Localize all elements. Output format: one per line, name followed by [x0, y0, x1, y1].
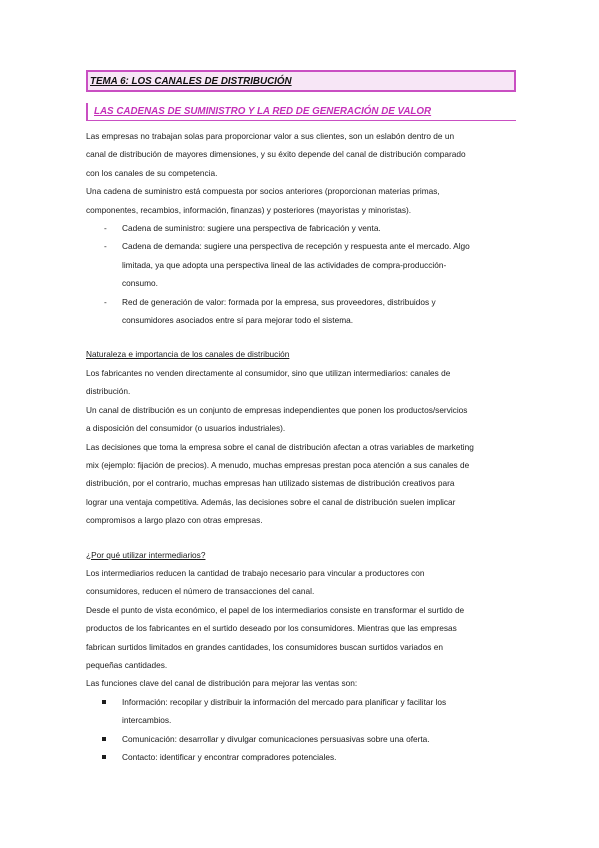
spacer	[86, 329, 516, 345]
section1-paragraph-2: Un canal de distribución es un conjunto de empresas independientes que ponen los productos/servicios a disposición del consumidor (o usuarios industriales).	[86, 404, 468, 434]
channel-functions-list	[86, 693, 516, 767]
section1-paragraph-3: Las decisiones que toma la empresa sobre el canal de distribución afectan a otras variables de marketing mix (ejemplo: fijación de precios). A menudo, muchas empresas prestan poca atención a sus canales de distribución, por el contrario, muchas empresas han utilizado sistemas de distribución creativos para lograr una ventaja competitiva. Además, las decisiones sobre el canal de distribución suelen implicar compromisos a largo plazo con otras empresas.	[86, 441, 474, 526]
document-content	[86, 70, 516, 766]
dash-marker: -	[104, 296, 107, 307]
section-subtitle-text: LAS CADENAS DE SUMINISTRO Y LA RED DE GENERACIÓN DE VALOR	[94, 106, 432, 117]
topic-title	[86, 70, 516, 92]
list-item: - Cadena de demanda: sugiere una perspectiva de recepción y respuesta ante el mercado. Algo limitada, ya que adopta una perspectiva lineal de las actividades de compra-producción- consumo.	[86, 237, 516, 292]
list-item: Contacto: identificar y encontrar compradores potenciales.	[86, 748, 516, 766]
supply-chain-list	[86, 219, 516, 329]
section-heading-intermediarios: ¿Por qué utilizar intermediarios?	[86, 549, 206, 560]
list-item: - Red de generación de valor: formada por la empresa, sus proveedores, distribuidos y consumidores asociados entre sí para mejorar todo el sistema.	[86, 293, 516, 330]
section2-paragraph-3: Las funciones clave del canal de distribución para mejorar las ventas son:	[86, 678, 358, 689]
section2-paragraph-2: Desde el punto de vista económico, el papel de los intermediarios consiste en transformar el surtido de productos de los fabricantes en el surtido deseado por los consumidores. Mientras que las empresas fabrican surtidos limitados en grandes cantidades, los consumidores buscan surtidos variados en pequeñas cantidades.	[86, 604, 465, 670]
intro-paragraph-1: Las empresas no trabajan solas para proporcionar valor a sus clientes, son un eslabón dentro de un canal de distribución de mayores dimensiones, y su éxito depende del canal de distribución comparado con los canales de su competencia.	[86, 131, 466, 178]
section-heading-naturaleza: Naturaleza e importancia de los canales de distribución	[86, 349, 290, 360]
spacer	[86, 530, 516, 546]
intro-paragraph-2: Una cadena de suministro está compuesta por socios anteriores (proporcionan materias primas, componentes, recambios, información, finanzas) y posteriores (mayoristas y minoristas).	[86, 186, 440, 215]
topic-title-text: TEMA 6: LOS CANALES DE DISTRIBUCIÓN	[90, 75, 292, 87]
square-bullet-icon	[102, 700, 106, 704]
section2-paragraph-1: Los intermediarios reducen la cantidad de trabajo necesario para vincular a productores con consumidores, reducen el número de transacciones del canal.	[86, 567, 425, 597]
list-item: - Cadena de suministro: sugiere una perspectiva de fabricación y venta.	[86, 219, 516, 237]
section-subtitle	[86, 103, 516, 121]
square-bullet-icon	[102, 755, 106, 759]
section1-paragraph-1: Los fabricantes no venden directamente al consumidor, sino que utilizan intermediarios: canales de distribución.	[86, 367, 451, 397]
square-bullet-icon	[102, 737, 106, 741]
dash-marker: -	[104, 241, 107, 252]
dash-marker: -	[104, 223, 107, 234]
list-item: Comunicación: desarrollar y divulgar comunicaciones persuasivas sobre una oferta.	[86, 730, 516, 748]
list-item: Información: recopilar y distribuir la información del mercado para planificar y facilitar los intercambios.	[86, 693, 516, 730]
